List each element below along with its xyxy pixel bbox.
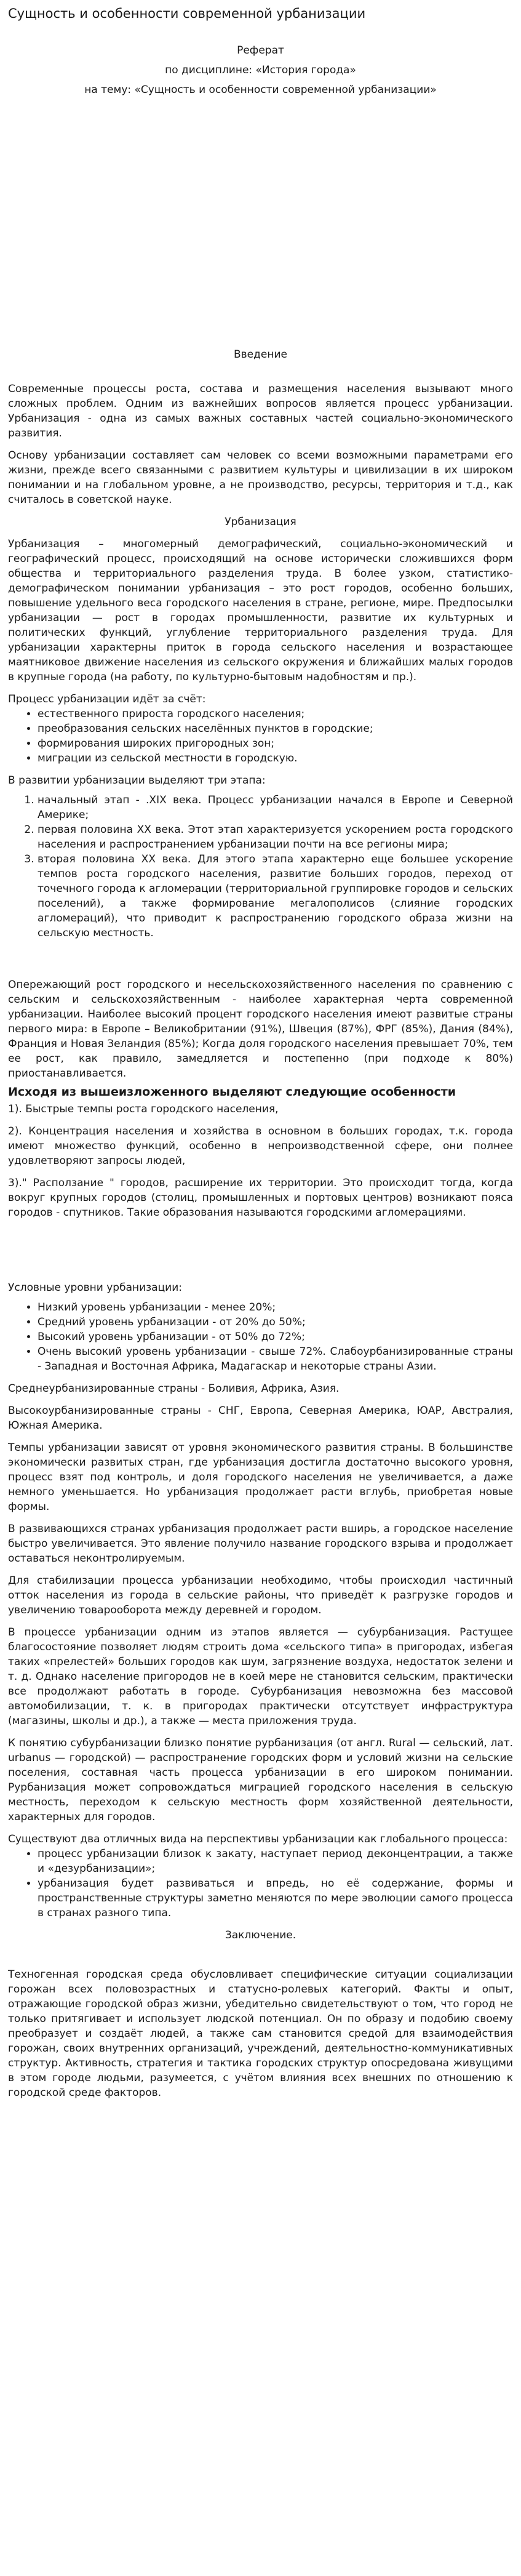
front-type: Реферат: [237, 44, 284, 57]
front-discipline: по дисциплине: «История города»: [165, 64, 356, 76]
trends-list: [8, 1847, 513, 1920]
process-list: [8, 707, 513, 766]
intro-heading: Введение: [234, 348, 287, 361]
list-item: • Низкий уровень урбанизации - менее 20%;: [38, 1300, 513, 1315]
paragraph-6: Высокоурбанизированные страны - СНГ, Европа, Северная Америка, ЮАР, Австралия, Южная Америка.: [8, 1405, 513, 1432]
process-intro: Процесс урбанизации идёт за счёт:: [8, 693, 206, 705]
paragraph-1: Современные процессы роста, состава и размещения населения вызывают много сложных проблем. Одним из важнейших вопросов является процесс урбанизации. Урбанизация - одна из самых важных составных частей социально-экономического развития.: [8, 383, 513, 439]
list-item: 1. начальный этап - .XIX века. Процесс урбанизации начался в Европе и Северной Америке;: [38, 793, 513, 822]
list-item: 2. первая половина XX века. Этот этап характеризуется ускорением роста городского населения и распространением урбанизации почти на все регионы мира;: [38, 822, 513, 852]
front-topic: на тему: «Сущность и особенности современной урбанизации»: [84, 84, 437, 96]
paragraph-4: Опережающий рост городского и несельскохозяйственного населения по сравнению с сельским и сельскохозяйственным - наиболее характерная черта современной урбанизации. Наиболее высокий процент городского населения имеют развитые страны первого мира: в Европе – Великобритании (91%), Швеция (87%), ФРГ (85%), Дания (84%), Франция и Новая Зеландия (85%); Когда доля городского населения превышает 70%, тем ее рост, как правило, замедляется и постепенно (при подходе к 80%) приостанавливается.: [8, 979, 513, 1080]
paragraph-12: Техногенная городская среда обусловливает специфические ситуации социализации горожан всех половозрастных и статусно-ролевых категорий. Факты и опыт, отражающие городской образ жизни, убедительно свидетельствуют о том, что город не только притягивает и использует людской потенциал. Он по образу и подобию своему преобразует и создаёт людей, а также сам становится средой для взаимодействия горожан, своих внутренних организаций, учреждений, деятельностно-коммуникативных структур. Активность, стратегия и тактика городских структур опосредована живущими в этом городе людьми, разумеется, с учётом влияния всех внешних по отношению к городской среде факторов.: [8, 1968, 513, 2099]
paragraph-10: В процессе урбанизации одним из этапов является — субурбанизация. Растущее благосостояние позволяет людям строить дома «сельского типа» в пригородах, избегая таких «прелестей» больших городов как шум, загрязнение воздуха, недостаток зелени и т. д. Однако население пригородов не в коей мере не становится сельским, практически все продолжают работать в городе. Субурбанизация невозможна без массовой автомобилизации, т. к. в пригородах практически отсутствует инфраструктура (магазины, школы и др.), а также — места приложения труда.: [8, 1626, 513, 1727]
list-item: • Высокий уровень урбанизации - от 50% до 72%;: [38, 1330, 513, 1344]
paragraph-5: Среднеурбанизированные страны - Боливия, Африка, Азия.: [8, 1382, 340, 1395]
urbanization-heading: Урбанизация: [225, 516, 296, 528]
levels-list: [8, 1300, 513, 1374]
paragraph-9: Для стабилизации процесса урбанизации необходимо, чтобы происходил частичный отток населения из города в сельские районы, что приведёт к разгрузке городов и увеличению товарооборота между деревней и городом.: [8, 1575, 513, 1616]
list-item: • процесс урбанизации близок к закату, наступает период деконцентрации, а также и «дезурбанизации»;: [38, 1847, 513, 1876]
paragraph-11: К понятию субурбанизации близко понятие рурбанизация (от англ. Rural — сельский, лат. urbanus — городской) — распространение городских форм и условий жизни на сельские поселения, составная часть процесса урбанизации в его широком понимании. Рурбанизация может сопровождаться миграцией городского населения в сельскую местность, переходом к сельскую местность форм хозяйственной деятельности, характерных для городов.: [8, 1737, 513, 1823]
feature-3: 3)." Расползание " городов, расширение их территории. Это происходит тогда, когда вокруг крупных городов (столиц, промышленных и портовых центров) возникают пояса городов - спутников. Такие образования называются городскими агломерациями.: [8, 1177, 513, 1219]
list-item: 3. вторая половина XX века. Для этого этапа характерно еще большее ускорение темпов роста городского населения, развитие больших городов, переход от точечного города к агломерации (территориальной группировке городов и сельских поселений), а также формирование мегалополисов (слияние городских агломераций), что приводит к распространению городского образа жизни на сельскую местность.: [38, 852, 513, 941]
paragraph-3: Урбанизация – многомерный демографический, социально-экономический и географический процесс, происходящий на основе исторически сложившихся форм общества и территориального разделения труда. В более узком, статистико-демографическом понимании урбанизация – это рост городов, особенно больших, повышение удельного веса городского населения в стране, регионе, мире. Предпосылки урбанизации — рост в городах промышленности, развитие их культурных и политических функций, углубление территориального разделения труда. Для урбанизации характерны приток в города сельского населения и возрастающее маятниковое движение населения из сельского окружения и ближайших малых городов в крупные города (на работу, по культурно-бытовым надобностям и пр.).: [8, 538, 513, 683]
document: [0, 5, 521, 2100]
stages-list: [8, 793, 513, 941]
list-item: • естественного прироста городского населения;: [38, 707, 513, 721]
feature-1: 1). Быстрые темпы роста городского населения,: [8, 1103, 279, 1115]
trends-intro: Существуют два отличных вида на перспективы урбанизации как глобального процесса:: [8, 1833, 508, 1845]
feature-2: 2). Концентрация населения и хозяйства в основном в больших городах, т.к. города имеют множество функций, особенно в непроизводственной сфере, они полнее удовлетворяют запросы людей,: [8, 1125, 513, 1167]
page-title: Сущность и особенности современной урбанизации: [8, 6, 366, 21]
conclusion-heading: Заключение.: [225, 1929, 296, 1941]
stages-intro: В развитии урбанизации выделяют три этапа:: [8, 774, 266, 787]
list-item: • Очень высокий уровень урбанизации - свыше 72%. Слабоурбанизированные страны - Западная и Восточная Африка, Мадагаскар и некоторые страны Азии.: [38, 1344, 513, 1374]
levels-intro: Условные уровни урбанизации:: [8, 1282, 182, 1294]
paragraph-2: Основу урбанизации составляет сам человек со всеми возможными параметрами его жизни, прежде всего связанными с развитием культуры и цивилизации в их широком понимании и на глобальном уровне, а не производство, ресурсы, территория и т.д., как считалось в советской науке.: [8, 449, 513, 506]
paragraph-7: Темпы урбанизации зависят от уровня экономического развития страны. В большинстве экономически развитых стран, где урбанизация достигла достаточно высокого уровня, процесс взят под контроль, и доля городского населения не увеличивается, а даже немного уменьшается. Но урбанизация продолжает расти вглубь, приобретая новые формы.: [8, 1442, 513, 1513]
paragraph-8: В развивающихся странах урбанизация продолжает расти вширь, а городское население быстро увеличивается. Это явление получило название городского взрыва и продолжает оставаться неконтролируемым.: [8, 1523, 513, 1565]
conclusions-heading: Исходя из вышеизложенного выделяют следующие особенности: [8, 1085, 456, 1099]
list-item: • урбанизация будет развиваться и впредь, но её содержание, формы и пространственные структуры заметно меняются по мере эволюции самого процесса в странах разного типа.: [38, 1876, 513, 1920]
list-item: • формирования широких пригородных зон;: [38, 736, 513, 751]
list-item: • преобразования сельских населённых пунктов в городские;: [38, 721, 513, 736]
list-item: • Средний уровень урбанизации - от 20% до 50%;: [38, 1315, 513, 1330]
list-item: • миграции из сельской местности в городскую.: [38, 751, 513, 766]
